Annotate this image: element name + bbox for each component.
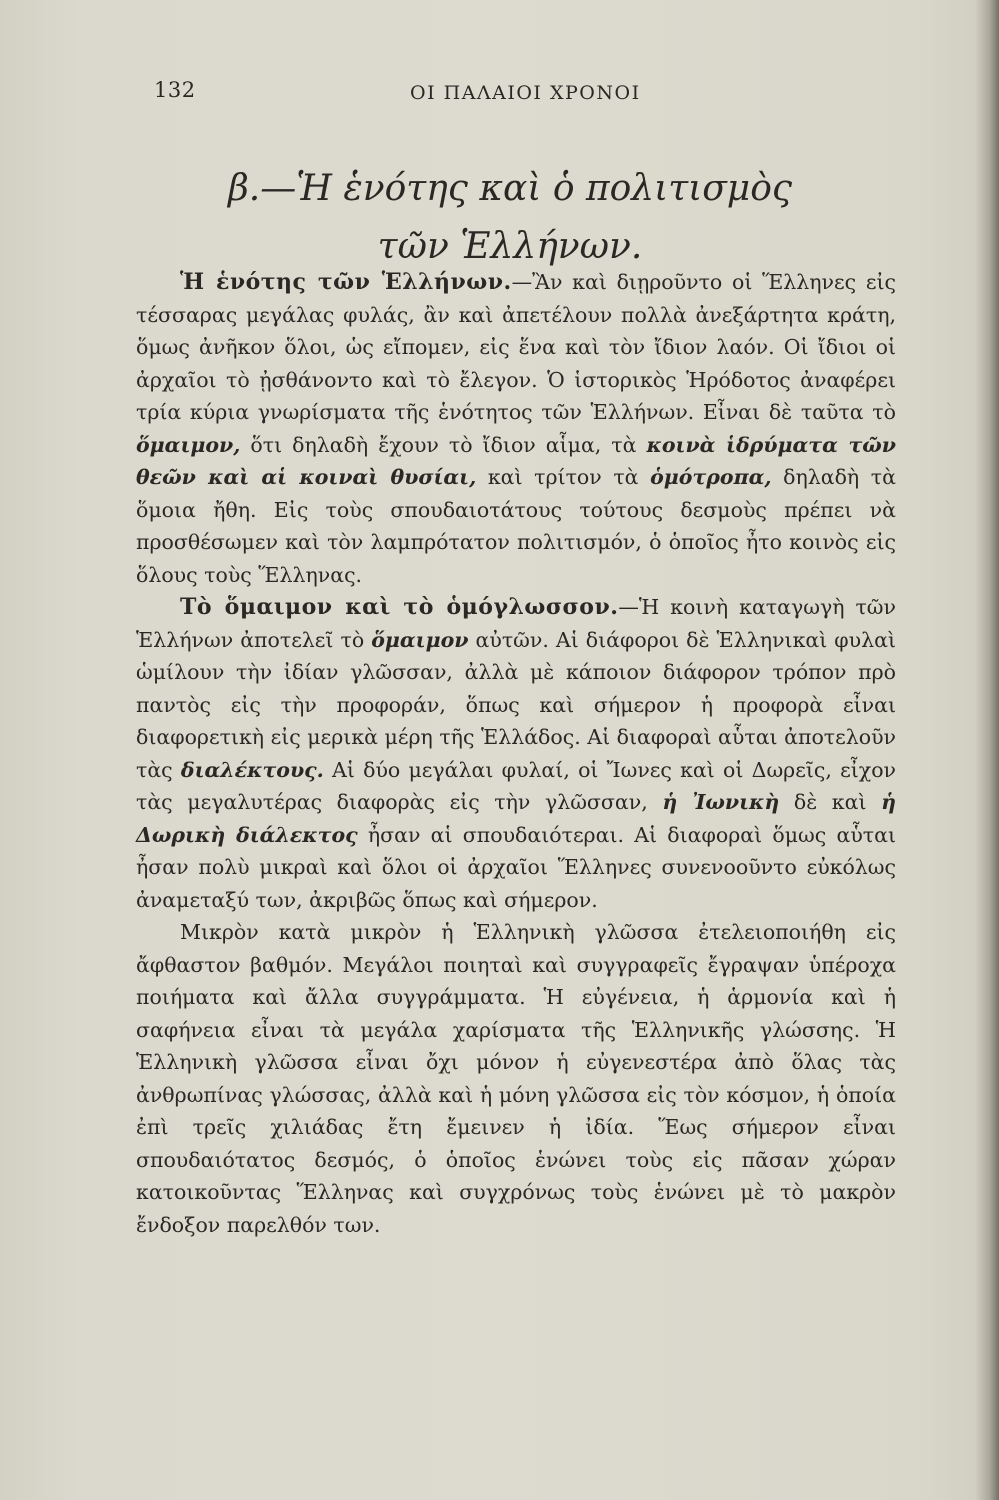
text-run: αὐτῶν. Αἱ διάφοροι δὲ Ἑλληνικαὶ φυλαὶ ὡμίλουν τὴν ἰδίαν γλῶσσαν, ἀλλὰ μὲ κάποιον διάφορον τρόπον πρὸ παντὸς εἰς τὴν προφοράν, ὅπως καὶ σήμερον ἡ προφορὰ εἶναι διαφορετικὴ εἰς μερικὰ μέρη τῆς Ἑλλάδος. Αἱ διαφοραὶ αὗται ἀποτελοῦν τὰς — [136, 627, 896, 782]
chapter-title-line-2: τῶν Ἑλλήνων. — [377, 226, 643, 267]
paragraph — [136, 591, 896, 916]
text-run: δὲ καὶ — [779, 790, 882, 814]
chapter-title — [150, 160, 870, 276]
page-binding-shadow — [975, 0, 999, 1500]
text-run: καὶ τρίτον τὰ — [476, 465, 651, 489]
page-header — [150, 78, 910, 112]
text-run: —Ἡ κοινὴ καταγωγὴ τῶν Ἑλλήνων ἀποτελεῖ τὸ — [136, 595, 896, 652]
paragraph — [136, 266, 896, 591]
emphasized-term: κοινὰ ἱδρύματα τῶν θεῶν καὶ αἱ κοιναὶ θυσίαι, — [136, 432, 896, 489]
chapter-title-line-1: β.—Ἡ ἑνότης καὶ ὁ πολιτισμὸς — [227, 168, 793, 209]
text-run: Αἱ δύο μεγάλαι φυλαί, οἱ Ἴωνες καὶ οἱ Δωρεῖς, εἶχον τὰς μεγαλυτέρας διαφορὰς εἰς τὴν γλῶσσαν, — [136, 757, 896, 814]
emphasized-term: διαλέκτους. — [180, 757, 324, 782]
page-number: 132 — [154, 78, 196, 102]
emphasized-term: ἡ Ἰωνικὴ — [662, 790, 780, 814]
text-run: Μικρὸν κατὰ μικρὸν ἡ Ἑλληνικὴ γλῶσσα ἐτελειοποιήθη εἰς ἄφθαστον βαθμόν. Μεγάλοι ποιηταὶ καὶ συγγραφεῖς ἔγραψαν ὑπέροχα ποιήματα καὶ ἄλλα συγγράμματα. Ἡ εὐγένεια, ἡ ἁρμονία καὶ ἡ σαφήνεια εἶναι τὰ μεγάλα χαρίσματα τῆς Ἑλληνικῆς γλώσσης. Ἡ Ἑλληνικὴ γλῶσσα εἶναι ὄχι μόνον ἡ εὐγενεστέρα ἀπὸ ὅλας τὰς ἀνθρωπίνας γλώσσας, ἀλλὰ καὶ ἡ μόνη γλῶσσα εἰς τὸν κόσμον, ἡ ὁποία ἐπὶ τρεῖς χιλιάδας ἔτη ἔμεινεν ἡ ἰδία. Ἕως σήμερον εἶναι σπουδαιότατος δεσμός, ὁ ὁποῖος ἑνώνει τοὺς εἰς πᾶσαν χώραν κατοικοῦντας Ἕλληνας καὶ συγχρόνως τοὺς ἑνώνει μὲ τὸ μακρὸν ἔνδοξον παρελθόν των. — [136, 920, 896, 1237]
text-run: ἦσαν αἱ σπουδαιότεραι. Αἱ διαφοραὶ ὅμως αὗται ἦσαν πολὺ μικραὶ καὶ ὅλοι οἱ ἀρχαῖοι Ἕλληνες συνενοοῦντο εὐκόλως ἀναμεταξύ των, ἀκριβῶς ὅπως καὶ σήμερον. — [136, 822, 896, 912]
emphasized-term: ὅμαιμον, — [136, 432, 241, 457]
emphasized-term: ἡ Δωρικὴ διάλεκτος — [136, 790, 896, 847]
running-title: ΟΙ ΠΑΛΑΙΟΙ ΧΡΟΝΟΙ — [410, 82, 641, 104]
section-heading: Τὸ ὅμαιμον καὶ τὸ ὁμόγλωσσον. — [180, 594, 619, 620]
text-run: δηλαδὴ τὰ ὅμοια ἤθη. Εἰς τοὺς σπουδαιοτάτους τούτους δεσμοὺς πρέπει νὰ προσθέσωμεν καὶ τὸν λαμπρότατον πολιτισμόν, ὁ ὁποῖος ἦτο κοινὸς εἰς ὅλους τοὺς Ἕλληνας. — [136, 465, 896, 587]
emphasized-term: ὅμαιμον — [371, 627, 469, 652]
text-run: —Ἂν καὶ διῃροῦντο οἱ Ἕλληνες εἰς τέσσαρας μεγάλας φυλάς, ἂν καὶ ἀπετέλουν πολλὰ ἀνεξάρτητα κράτη, ὅμως ἀνῆκον ὅλοι, ὡς εἴπομεν, εἰς ἕνα καὶ τὸν ἴδιον λαόν. Οἱ ἴδιοι οἱ ἀρχαῖοι τὸ ᾐσθάνοντο καὶ τὸ ἔλεγον. Ὁ ἱστορικὸς Ἡρόδοτος ἀναφέρει τρία κύρια γνωρίσματα τῆς ἑνότητος τῶν Ἑλλήνων. Εἶναι δὲ ταῦτα τὸ — [136, 270, 896, 424]
section-heading: Ἡ ἑνότης τῶν Ἑλλήνων. — [180, 269, 512, 295]
text-run: ὅτι δηλαδὴ ἔχουν τὸ ἴδιον αἷμα, τὰ — [240, 432, 647, 457]
body-text — [136, 266, 896, 1241]
emphasized-term: ὁμότροπα, — [650, 465, 772, 489]
paragraph — [136, 916, 896, 1241]
